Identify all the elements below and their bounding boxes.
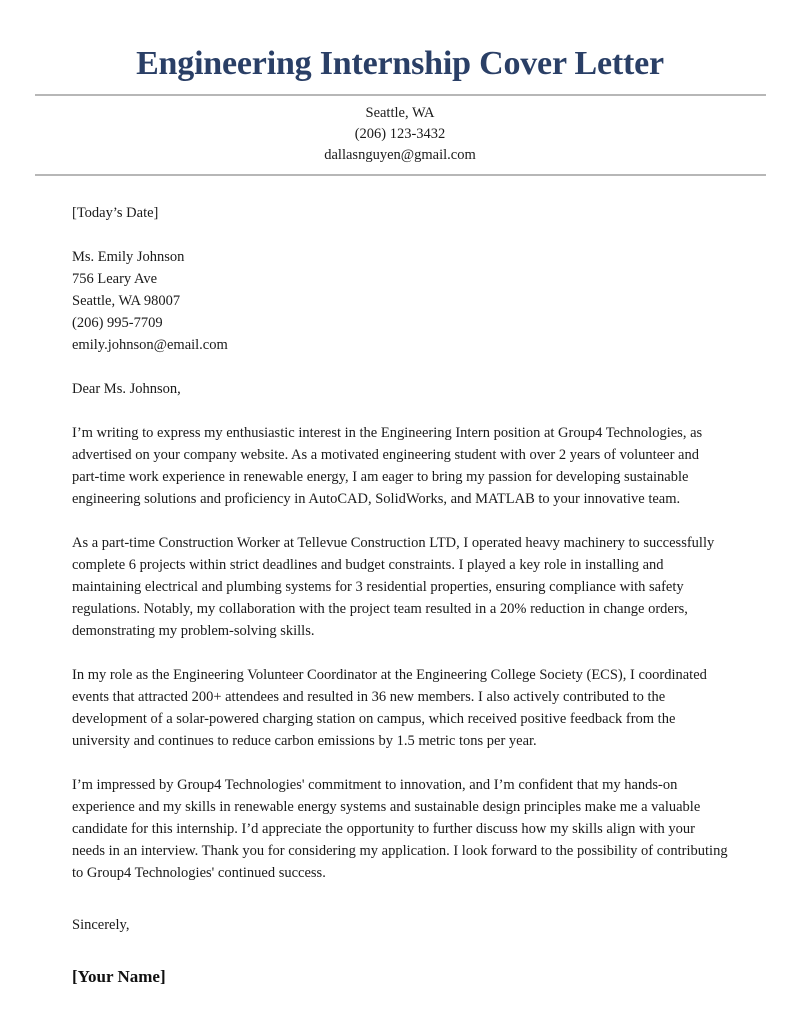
recipient-phone: (206) 995-7709 xyxy=(72,315,163,331)
recipient-city-state-zip: Seattle, WA 98007 xyxy=(72,293,181,309)
body-paragraph-2: As a part-time Construction Worker at Tellevue Construction LTD, I operated heavy machinery to successfully complete 6 projects within strict deadlines and budget constraints. I played a key role in installing and maintaining electrical and plumbing systems for 3 residential properties, ensuring compliance with safety regulations. Notably, my collaboration with the project team resulted in a 20% reduction in change orders, demonstrating my problem-solving skills. xyxy=(72,535,715,639)
header-divider-bottom xyxy=(35,174,766,176)
sender-location: Seattle, WA xyxy=(365,105,435,121)
sender-email: dallasnguyen@gmail.com xyxy=(324,147,476,163)
sender-phone: (206) 123-3432 xyxy=(354,126,446,142)
sender-contact-block xyxy=(0,96,800,174)
signature-name: [Your Name] xyxy=(72,967,166,986)
body-paragraph-3: In my role as the Engineering Volunteer Coordinator at the Engineering College Society (ECS), I coordinated events that attracted 200+ attendees and resulted in 36 new members. I also actively contributed to the development of a solar-powered charging station on campus, which received positive feedback from the university and continues to reduce carbon emissions by 1.5 metric tons per year. xyxy=(72,667,707,749)
body-paragraph-1: I’m writing to express my enthusiastic interest in the Engineering Intern position at Group4 Technologies, as advertised on your company website. As a motivated engineering student with over 2 years of volunteer and part-time work experience in renewable energy, I am eager to bring my passion for developing sustainable engineering solutions and proficiency in AutoCAD, SolidWorks, and MATLAB to your innovative team. xyxy=(72,425,703,507)
letter-body xyxy=(0,202,800,988)
body-paragraph-4: I’m impressed by Group4 Technologies' commitment to innovation, and I’m confident that my hands-on experience and my skills in renewable energy systems and sustainable design principles make me a valuable candidate for this internship. I’d appreciate the opportunity to further discuss how my skills align with your needs in an interview. Thank you for considering my application. I look forward to the possibility of contributing to Group4 Technologies' continued success. xyxy=(72,777,728,881)
closing-salutation: Sincerely, xyxy=(72,917,130,933)
recipient-address-block xyxy=(72,246,728,356)
recipient-email: emily.johnson@email.com xyxy=(72,337,228,353)
recipient-street: 756 Leary Ave xyxy=(72,271,158,287)
page-title: Engineering Internship Cover Letter xyxy=(136,45,664,82)
letter-date: [Today’s Date] xyxy=(72,205,159,221)
salutation: Dear Ms. Johnson, xyxy=(72,381,181,397)
letter-header xyxy=(0,0,800,176)
recipient-name: Ms. Emily Johnson xyxy=(72,249,185,265)
